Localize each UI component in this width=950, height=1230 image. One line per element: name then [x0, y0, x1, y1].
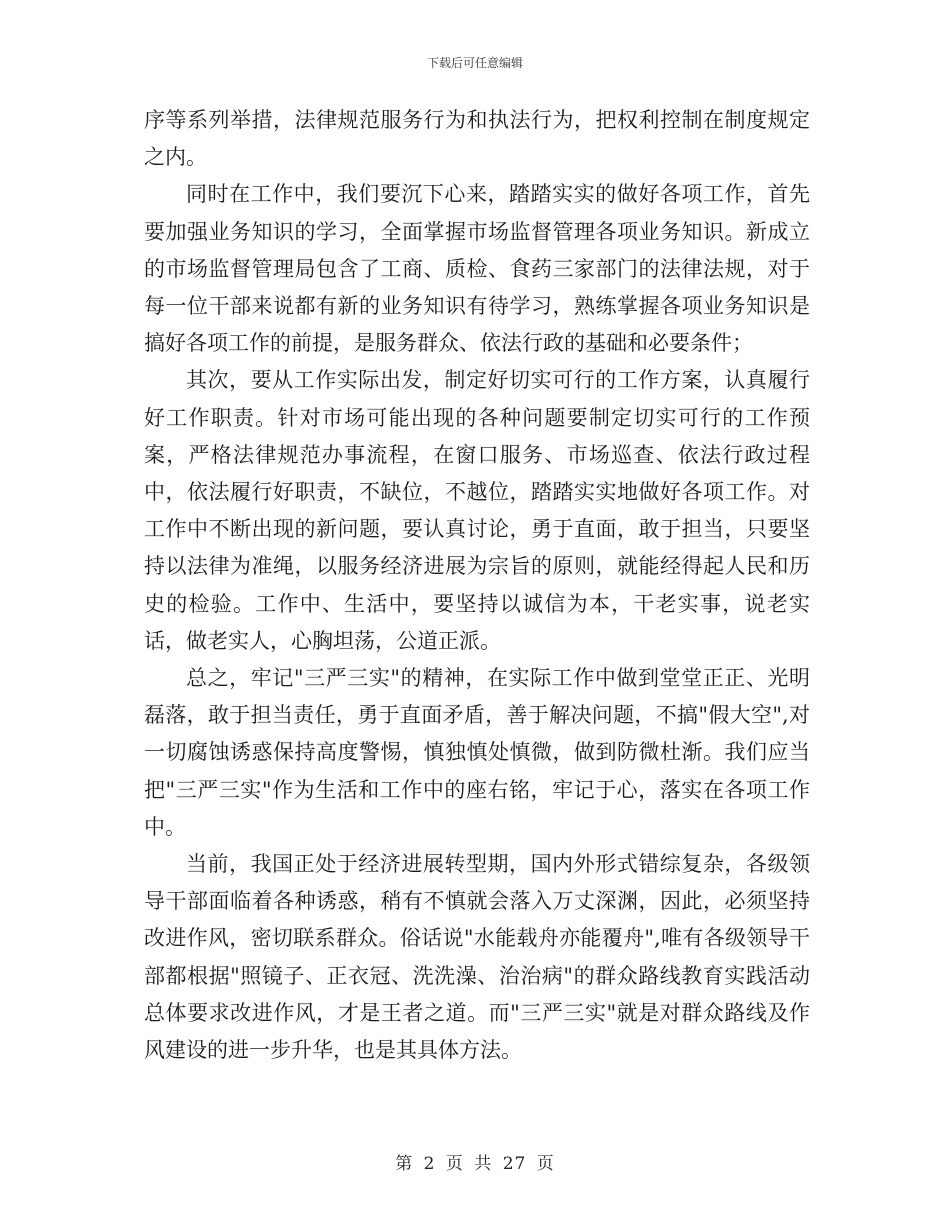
page-number: 第 2 页 共 27 页 [395, 1154, 555, 1174]
paragraph-current-situation: 当前，我国正处于经济进展转型期，国内外形式错综复杂，各级领导干部面临着各种诱惑，稍有不慎就会落入万丈深渊，因此，必须坚持改进作风，密切联系群众。俗话说"水能载舟亦能覆舟",唯有各级领导干部都根据"照镜子、正衣冠、洗洗澡、治治病"的群众路线教育实践活动总体要求改进作风，才是王者之道。而"三严三实"就是对群众路线及作风建设的进一步升华，也是其具体方法。 [144, 852, 810, 1063]
paragraph-work-knowledge: 同时在工作中，我们要沉下心来，踏踏实实的做好各项工作，首先要加强业务知识的学习，全面掌握市场监督管理各项业务知识。新成立的市场监督管理局包含了工商、质检、食药三家部门的法律法规，对于每一位干部来说都有新的业务知识有待学习，熟练掌握各项业务知识是搞好各项工作的前提，是服务群众、依法行政的基础和必要条件； [144, 182, 810, 356]
document-body [144, 102, 810, 1069]
header-note: 下载后可任意编辑 [426, 56, 523, 70]
paragraph-summary: 总之，牢记"三严三实"的精神，在实际工作中做到堂堂正正、光明磊落，敢于担当责任，勇于直面矛盾，善于解决问题，不搞"假大空",对一切腐蚀诱惑保持高度警惕，慎独慎处慎微，做到防微杜渐。我们应当把"三严三实"作为生活和工作中的座右铭，牢记于心，落实在各项工作中。 [144, 666, 810, 839]
paragraph-continuation: 序等系列举措，法律规范服务行为和执法行为，把权利控制在制度规定之内。 [144, 108, 810, 170]
paragraph-work-plan: 其次，要从工作实际出发，制定好切实可行的工作方案，认真履行好工作职责。针对市场可能出现的各种问题要制定切实可行的工作预案，严格法律规范办事流程，在窗口服务、市场巡查、依法行政过程中，依法履行好职责，不缺位，不越位，踏踏实实地做好各项工作。对工作中不断出现的新问题，要认真讨论，勇于直面，敢于担当，只要坚持以法律为准绳，以服务经济进展为宗旨的原则，就能经得起人民和历史的检验。工作中、生活中，要坚持以诚信为本，干老实事，说老实话，做老实人，心胸坦荡，公道正派。 [144, 368, 810, 653]
